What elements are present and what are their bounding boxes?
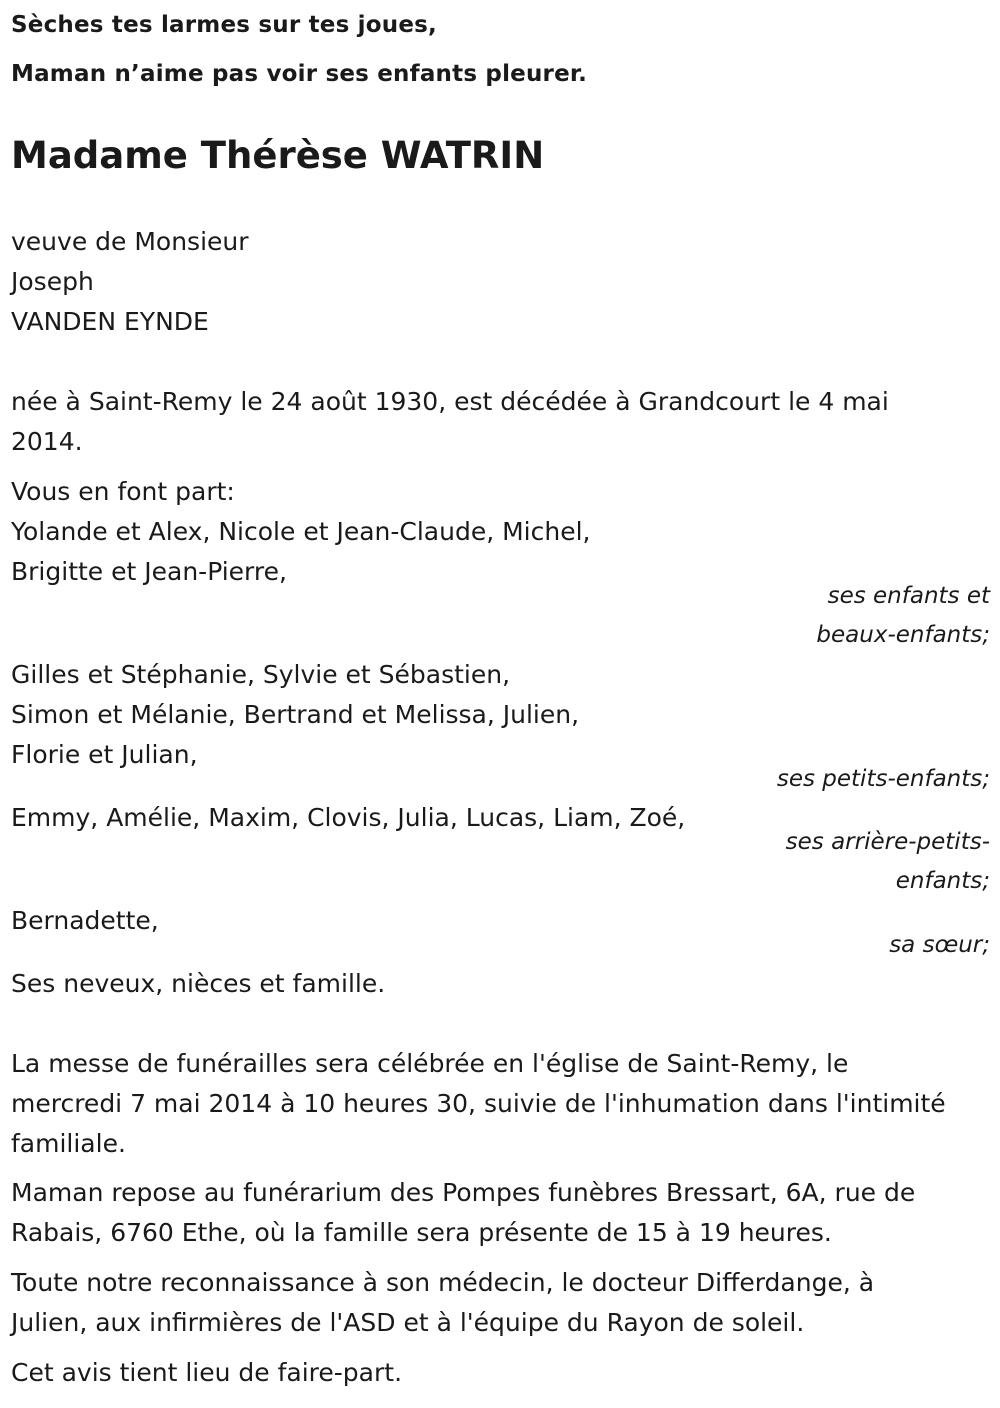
grandchildren-relation: ses petits-enfants; — [776, 766, 990, 792]
children-line-1: Yolande et Alex, Nicole et Jean-Claude, Michel, — [11, 517, 591, 546]
funeral-mass-line-3: familiale. — [11, 1129, 126, 1158]
deceased-name: Madame Thérèse WATRIN — [11, 134, 545, 177]
sister-line: Bernadette, — [11, 906, 159, 935]
spouse-line-1: veuve de Monsieur — [11, 227, 249, 256]
great-grandchildren-line: Emmy, Amélie, Maxim, Clovis, Julia, Lucas, Liam, Zoé, — [11, 803, 686, 832]
thanks-line-2: Julien, aux infirmières de l'ASD et à l'équipe du Rayon de soleil. — [11, 1308, 805, 1337]
grandchildren-line-3: Florie et Julian, — [11, 740, 198, 769]
epigraph-line-1: Sèches tes larmes sur tes joues, — [11, 12, 437, 38]
thanks-line-1: Toute notre reconnaissance à son médecin, le docteur Differdange, à — [11, 1268, 875, 1297]
great-grandchildren-relation-line-2: enfants; — [895, 868, 990, 894]
children-relation-line-1: ses enfants et — [827, 583, 990, 609]
funeral-mass-line-1: La messe de funérailles sera célébrée en l'église de Saint-Remy, le — [11, 1049, 849, 1078]
children-relation-line-2: beaux-enfants; — [816, 622, 990, 648]
grandchildren-line-1: Gilles et Stéphanie, Sylvie et Sébastien, — [11, 660, 511, 689]
extended-family-line: Ses neveux, nièces et famille. — [11, 969, 386, 998]
funeral-rest-line-2: Rabais, 6760 Ethe, où la famille sera présente de 15 à 19 heures. — [11, 1218, 832, 1247]
birth-death-line-2: 2014. — [11, 427, 83, 456]
grandchildren-line-2: Simon et Mélanie, Bertrand et Melissa, Julien, — [11, 700, 580, 729]
closing-line: Cet avis tient lieu de faire-part. — [11, 1358, 403, 1387]
birth-death-line-1: née à Saint-Remy le 24 août 1930, est décédée à Grandcourt le 4 mai — [11, 387, 889, 416]
sister-relation: sa sœur; — [889, 932, 990, 958]
great-grandchildren-relation-line-1: ses arrière-petits- — [785, 829, 990, 855]
funeral-rest-line-1: Maman repose au funérarium des Pompes funèbres Bressart, 6A, rue de — [11, 1178, 916, 1207]
spouse-line-2: Joseph — [11, 267, 94, 296]
epigraph-line-2: Maman n’aime pas voir ses enfants pleurer. — [11, 61, 588, 87]
announcement-intro: Vous en font part: — [11, 477, 235, 506]
funeral-mass-line-2: mercredi 7 mai 2014 à 10 heures 30, suivie de l'inhumation dans l'intimité — [11, 1089, 946, 1118]
children-line-2: Brigitte et Jean-Pierre, — [11, 557, 287, 586]
spouse-line-3: VANDEN EYNDE — [11, 307, 209, 336]
